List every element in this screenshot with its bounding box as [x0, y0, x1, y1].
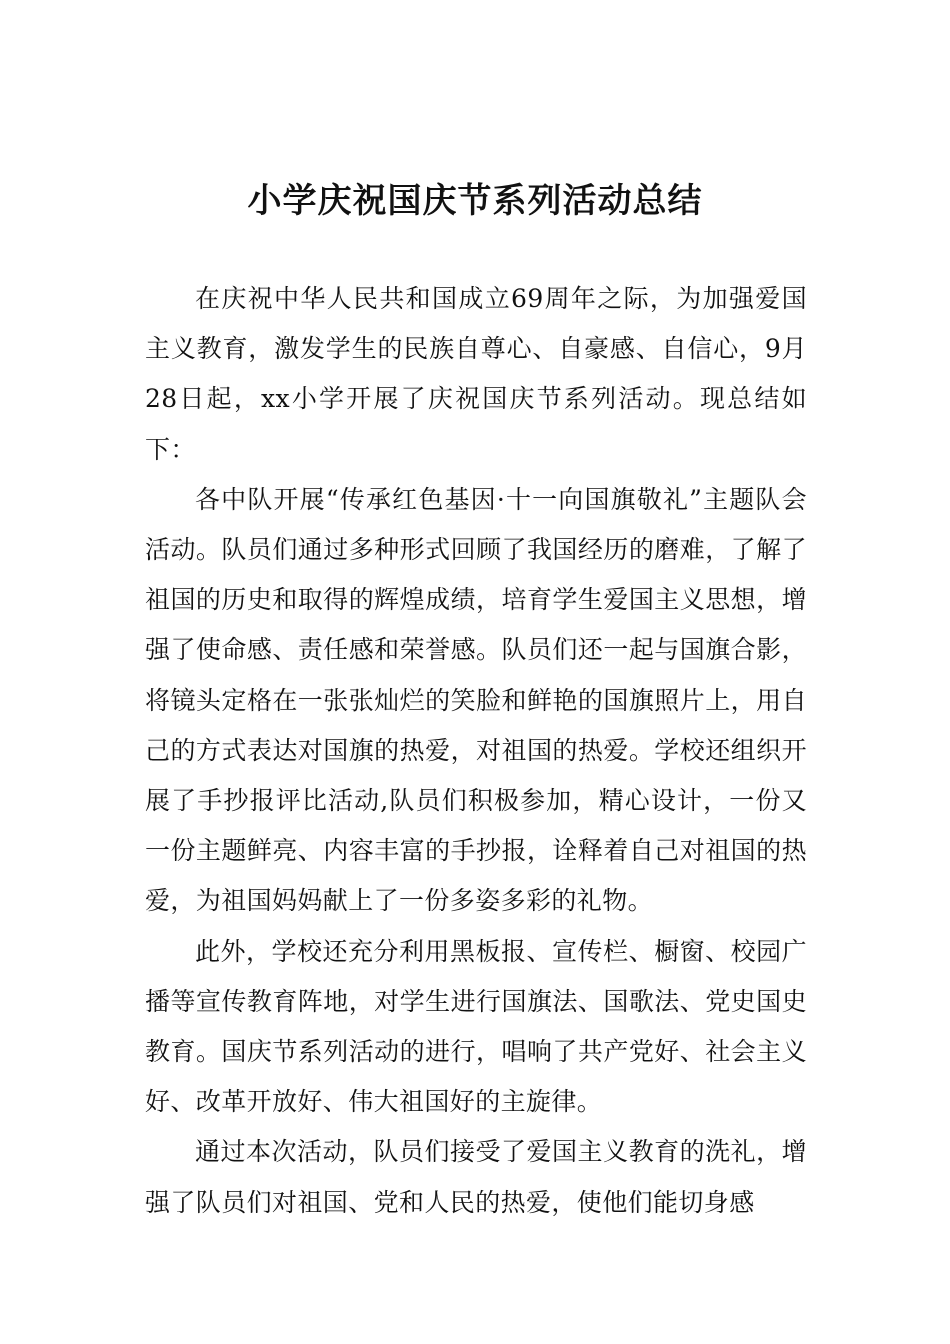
paragraph-conclusion: 通过本次活动，队员们接受了爱国主义教育的洗礼，增强了队员们对祖国、党和人民的热爱，使他们能切身感 — [145, 1137, 807, 1217]
paragraph-team-activities: 各中队开展“传承红色基因·十一向国旗敬礼”主题队会活动。队员们通过多种形式回顾了我国经历的磨难，了解了祖国的历史和取得的辉煌成绩，培育学生爱国主义思想，增强了使命感、责任感和荣誉感。队员们还一起与国旗合影，将镜头定格在一张张灿烂的笑脸和鲜艳的国旗照片上，用自己的方式表达对国旗的热爱，对祖国的热爱。学校还组织开展了手抄报评比活动,队员们积极参加，精心设计，一份又一份主题鲜亮、内容丰富的手抄报，诠释着自己对祖国的热爱，为祖国妈妈献上了一份多姿多彩的礼物。 — [145, 484, 807, 916]
paragraph-publicity: 此外，学校还充分利用黑板报、宣传栏、橱窗、校园广播等宣传教育阵地，对学生进行国旗法、国歌法、党史国史教育。国庆节系列活动的进行，唱响了共产党好、社会主义好、改革开放好、伟大祖国好的主旋律。 — [145, 936, 807, 1117]
document-title: 小学庆祝国庆节系列活动总结 — [247, 181, 703, 221]
paragraph-intro: 在庆祝中华人民共和国成立69周年之际，为加强爱国主义教育，激发学生的民族自尊心、自豪感、自信心，9月28日起，xx小学开展了庆祝国庆节系列活动。现总结如下： — [145, 284, 807, 464]
document-body — [145, 274, 807, 1228]
